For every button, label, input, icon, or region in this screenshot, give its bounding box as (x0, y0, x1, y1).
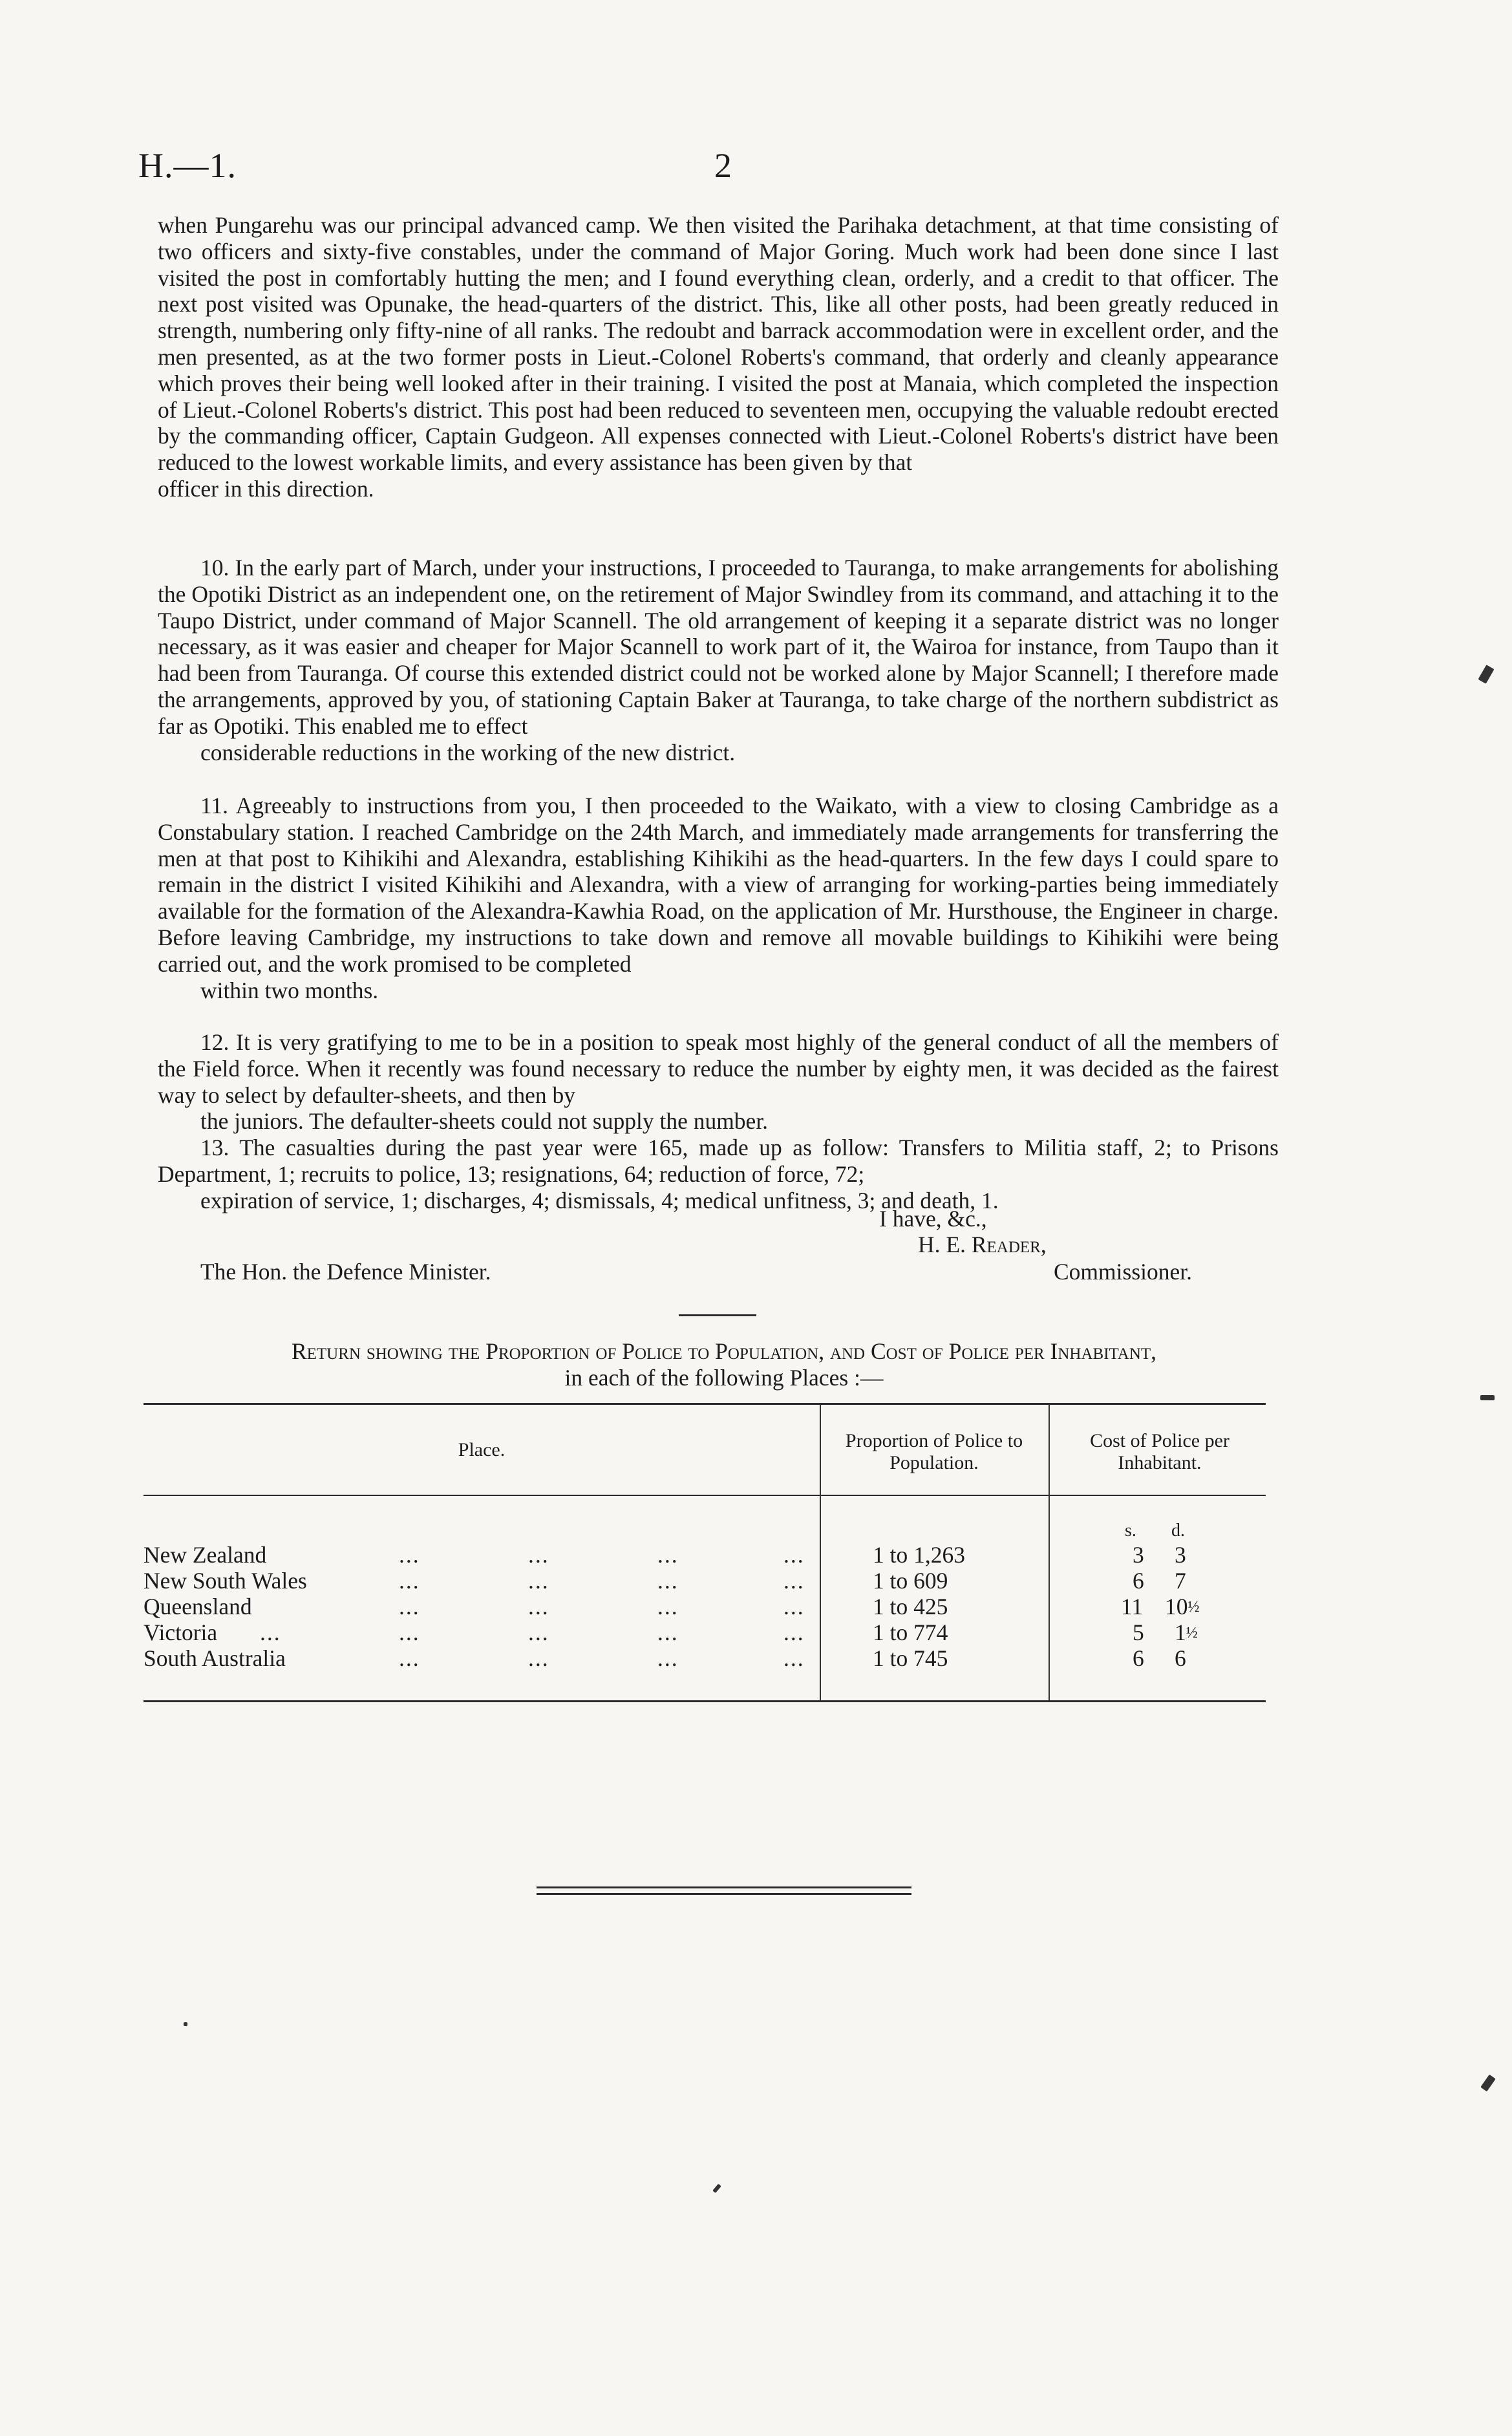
scan-mark (184, 2022, 187, 2026)
proportion-cell: 1 to 1,263 (873, 1542, 965, 1568)
pence-cell: 6 (1175, 1645, 1186, 1671)
leader-dots: ... (657, 1542, 679, 1568)
leader-dots: ... (528, 1645, 549, 1671)
leader-dots: ... (528, 1568, 549, 1594)
table-row (144, 1645, 1266, 1671)
shillings-cell: 5 (1133, 1619, 1144, 1645)
leader-dots: ... (783, 1568, 805, 1594)
leader-dots: ... (783, 1645, 805, 1671)
section-divider (679, 1314, 756, 1316)
leader-dots: ... (657, 1645, 679, 1671)
scan-mark (1480, 1395, 1495, 1400)
header-proportion: Proportion of Police to Population. (845, 1430, 1023, 1473)
shillings-cell: 6 (1133, 1568, 1144, 1594)
pence-cell: 7 (1175, 1568, 1186, 1594)
document-code: H.—1. (138, 146, 237, 185)
leader-dots: ... (657, 1619, 679, 1645)
table-row (144, 1593, 1266, 1619)
proportion-cell: 1 to 774 (873, 1619, 948, 1645)
table-bottom-rule (144, 1700, 1266, 1702)
proportion-cell: 1 to 609 (873, 1568, 948, 1594)
proportion-cell: 1 to 425 (873, 1594, 948, 1619)
recipient: The Hon. the Defence Minister. (200, 1259, 491, 1285)
table-row (144, 1567, 1266, 1593)
leader-dots: ... (657, 1568, 679, 1594)
table-top-rule (144, 1403, 1266, 1405)
leader-dots: ... (399, 1542, 420, 1568)
table-row (144, 1619, 1266, 1645)
page-number: 2 (714, 146, 732, 185)
unit-shillings: s. (1125, 1521, 1136, 1541)
paragraph-12: 12. It is very gratifying to me to be in a position to speak most highly of the general conduct of all the members of the Field force. When it recently was found necessary to reduce the number by eighty men, it was decided as the fairest way to select by defaulter-sheets, and then by the juniors. The defaulter-sheets could not supply the number. (158, 1029, 1279, 1135)
pence-cell: 10½ (1165, 1594, 1200, 1619)
pence-cell: 1½ (1175, 1619, 1198, 1645)
leader-dots: ... (657, 1594, 679, 1619)
shillings-cell: 6 (1133, 1645, 1144, 1671)
unit-pence: d. (1171, 1521, 1185, 1541)
place-cell: South Australia (144, 1645, 286, 1671)
return-title: Return showing the Proportion of Police to Population, and Cost of Police per Inhabitant, in each of the following Places :— (291, 1338, 1157, 1391)
paragraph-continuation: when Pungarehu was our principal advanced camp. We then visited the Parihaka detachment, at that time consisting of two officers and sixty-five constables, under the command of Major Goring. Much work had been done since I last visited the post in comfortably hutting the men; and I found everything clean, orderly, and a credit to that officer. The next post visited was Opunake, the head-quarters of the district. This, like all other posts, had been greatly reduced in strength, numbering only fifty-nine of all ranks. The redoubt and barrack accommodation were in excellent order, and the men presented, as at the two former posts in Lieut.-Colonel Roberts's command, that orderly and cleanly appearance which proves their being well looked after in their training. I visited the post at Manaia, which completed the inspection of Lieut.-Colonel Roberts's district. This post had been reduced to seventeen men, occupying the valuable redoubt erected by the commanding officer, Captain Gudgeon. All expenses connected with Lieut.-Colonel Roberts's district have been reduced to the lowest workable limits, and every assistance has been given by that officer in this direction. (158, 212, 1279, 502)
leader-dots: ... (528, 1619, 549, 1645)
leader-dots: ... (399, 1594, 420, 1619)
closing-salutation: I have, &c., (879, 1206, 987, 1232)
shillings-cell: 11 (1121, 1594, 1144, 1619)
scan-mark (712, 2184, 721, 2194)
leader-dots: ... (399, 1645, 420, 1671)
place-cell: Queensland (144, 1594, 252, 1619)
paragraph-10: 10. In the early part of March, under your instructions, I proceeded to Tauranga, to make arrangements for abolishing the Opotiki District as an independent one, on the retirement of Major Swindley from its command, and attaching it to the Taupo District, under command of Major Scannell. The old arrangement of keeping it a separate district was no longer necessary, as it was easier and cheaper for Major Scannell to work part of it, the Wairoa for instance, from Taupo than it had been from Tauranga. Of course this extended district could not be worked alone by Major Scannell; I therefore made the arrangements, approved by you, of stationing Captain Baker at Tauranga, to take charge of the northern subdistrict as far as Opotiki. This enabled me to effect considerable reductions in the working of the new district. (158, 555, 1279, 765)
place-cell: New Zealand (144, 1542, 267, 1568)
paragraph-11: 11. Agreeably to instructions from you, I then proceeded to the Waikato, with a view to closing Cambridge as a Constabulary station. I reached Cambridge on the 24th March, and immediately made arrangements for transferring the men at that post to Kihikihi and Alexandra, establishing Kihikihi as the head-quarters. In the few days I could spare to remain in the district I visited Kihikihi and Alexandra, with a view of arranging for working-parties being immediately available for the formation of the Alexandra-Kawhia Road, on the application of Mr. Hursthouse, the Engineer in charge. Before leaving Cambridge, my instructions to take down and remove all movable buildings to Kihikihi were being carried out, and the work promised to be completed within two months. (158, 793, 1279, 1003)
leader-dots: ... (528, 1594, 549, 1619)
table-row (144, 1541, 1266, 1567)
leader-dots: ... (399, 1619, 420, 1645)
end-rule-top (537, 1886, 911, 1888)
place-cell: New South Wales (144, 1568, 307, 1594)
proportion-cell: 1 to 745 (873, 1645, 948, 1671)
header-cost: Cost of Police per Inhabitant. (1090, 1430, 1230, 1473)
pence-cell: 3 (1175, 1542, 1186, 1568)
scan-mark (1480, 2075, 1496, 2092)
table-header-rule (144, 1495, 1266, 1496)
shillings-cell: 3 (1133, 1542, 1144, 1568)
leader-dots: ... (783, 1594, 805, 1619)
leader-dots: ... (528, 1542, 549, 1568)
end-rule-bottom (537, 1893, 911, 1895)
leader-dots: ... (260, 1619, 281, 1645)
signatory-title: Commissioner. (1054, 1259, 1193, 1285)
leader-dots: ... (399, 1568, 420, 1594)
header-place: Place. (458, 1439, 506, 1460)
leader-dots: ... (783, 1619, 805, 1645)
scan-mark (1478, 665, 1494, 684)
signatory: H. E. Reader, (918, 1232, 1047, 1257)
leader-dots: ... (783, 1542, 805, 1568)
paragraph-13: 13. The casualties during the past year were 165, made up as follow: Transfers to Militia staff, 2; to Prisons Department, 1; recruits to police, 13; resignations, 64; reduction of force, 72; expiration of service, 1; discharges, 4; dismissals, 4; medical unfitness, 3; and death, 1. (158, 1135, 1279, 1213)
place-cell: Victoria (144, 1619, 218, 1645)
